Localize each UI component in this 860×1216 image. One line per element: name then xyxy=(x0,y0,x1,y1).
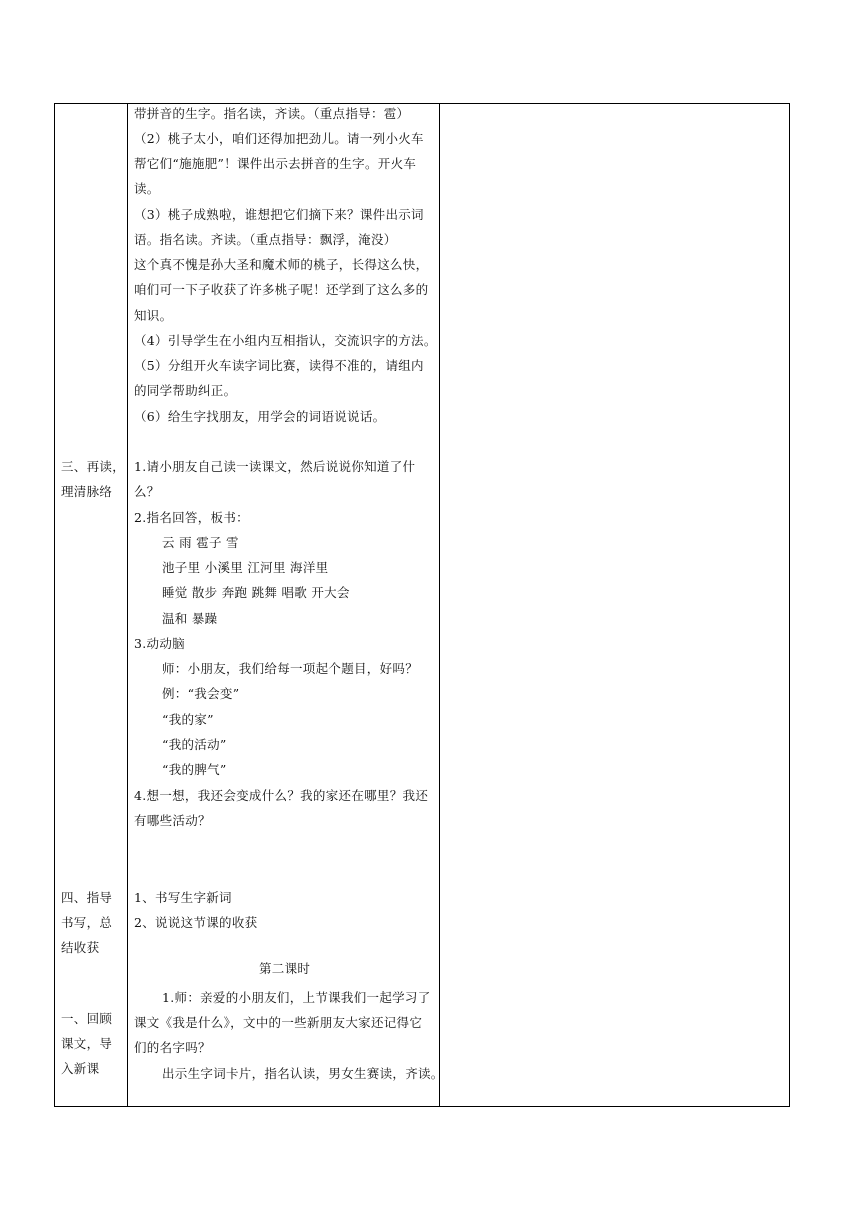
text-line: 2.指名回答，板书： xyxy=(134,510,249,525)
text-line: 1.请小朋友自己读一读课文，然后说说你知道了什 xyxy=(134,459,416,474)
text-line: 的同学帮助纠正。 xyxy=(134,383,237,398)
text-line: “我的家” xyxy=(162,712,214,727)
text-line: 师：小朋友，我们给每一项起个题目，好吗？ xyxy=(162,661,419,676)
text-line: 们的名字吗？ xyxy=(134,1040,211,1055)
text-line: 咱们可一下子收获了许多桃子呢！还学到了这么多的 xyxy=(134,282,429,297)
column-divider xyxy=(127,104,128,1106)
text-line: “我的活动” xyxy=(162,737,227,752)
text-line: 么？ xyxy=(134,484,160,499)
section-label: 四、指导 xyxy=(61,890,113,905)
column-divider xyxy=(439,104,440,1106)
text-line: 温和 暴躁 xyxy=(162,611,218,626)
text-line: 知识。 xyxy=(134,308,173,323)
section-label: 入新课 xyxy=(61,1061,100,1076)
text-line: 这个真不愧是孙大圣和魔术师的桃子，长得这么快， xyxy=(134,257,429,272)
text-line: 帮它们“施施肥”！课件出示去拼音的生字。开火车 xyxy=(134,156,417,171)
lesson-plan-table xyxy=(54,103,790,1107)
section-label: 结收获 xyxy=(61,940,100,955)
text-line: （5）分组开火车读字词比赛，读得不准的，请组内 xyxy=(134,358,424,373)
text-line: 4.想一想，我还会变成什么？我的家还在哪里？我还 xyxy=(134,788,429,803)
text-line: （6）给生字找朋友，用学会的词语说说话。 xyxy=(134,409,386,424)
section-label: 理清脉络 xyxy=(61,484,113,499)
section-label: 课文，导 xyxy=(61,1036,113,1051)
text-line: 课文《我是什么》，文中的一些新朋友大家还记得它 xyxy=(134,1015,423,1030)
text-line: 1、书写生字新词 xyxy=(134,890,232,905)
text-line: 例：“我会变” xyxy=(162,686,240,701)
section-heading: 第二课时 xyxy=(259,961,311,976)
text-line: 有哪些活动？ xyxy=(134,813,211,828)
text-line: 云 雨 雹子 雪 xyxy=(162,535,239,550)
text-line: （3）桃子成熟啦，谁想把它们摘下来？课件出示词 xyxy=(134,207,424,222)
text-line: 睡觉 散步 奔跑 跳舞 唱歌 开大会 xyxy=(162,585,350,600)
text-line: 读。 xyxy=(134,181,160,196)
text-line: 2、说说这节课的收获 xyxy=(134,915,258,930)
section-label: 书写，总 xyxy=(61,915,113,930)
text-line: （4）引导学生在小组内互相指认，交流识字的方法。 xyxy=(134,333,437,348)
section-label: 一、回顾 xyxy=(61,1011,113,1026)
text-line: 出示生字词卡片，指名认读，男女生赛读，齐读。 xyxy=(162,1066,444,1081)
text-line: 带拼音的生字。指名读，齐读。（重点指导：雹） xyxy=(134,106,410,121)
section-label: 三、再读， xyxy=(61,459,126,474)
text-line: （2）桃子太小，咱们还得加把劲儿。请一列小火车 xyxy=(134,131,424,146)
text-line: “我的脾气” xyxy=(162,762,227,777)
text-line: 1.师：亲爱的小朋友们，上节课我们一起学习了 xyxy=(162,990,431,1005)
text-line: 3.动动脑 xyxy=(134,636,185,651)
text-line: 语。指名读。齐读。（重点指导：飘浮，淹没） xyxy=(134,232,397,247)
text-line: 池子里 小溪里 江河里 海洋里 xyxy=(162,560,329,575)
